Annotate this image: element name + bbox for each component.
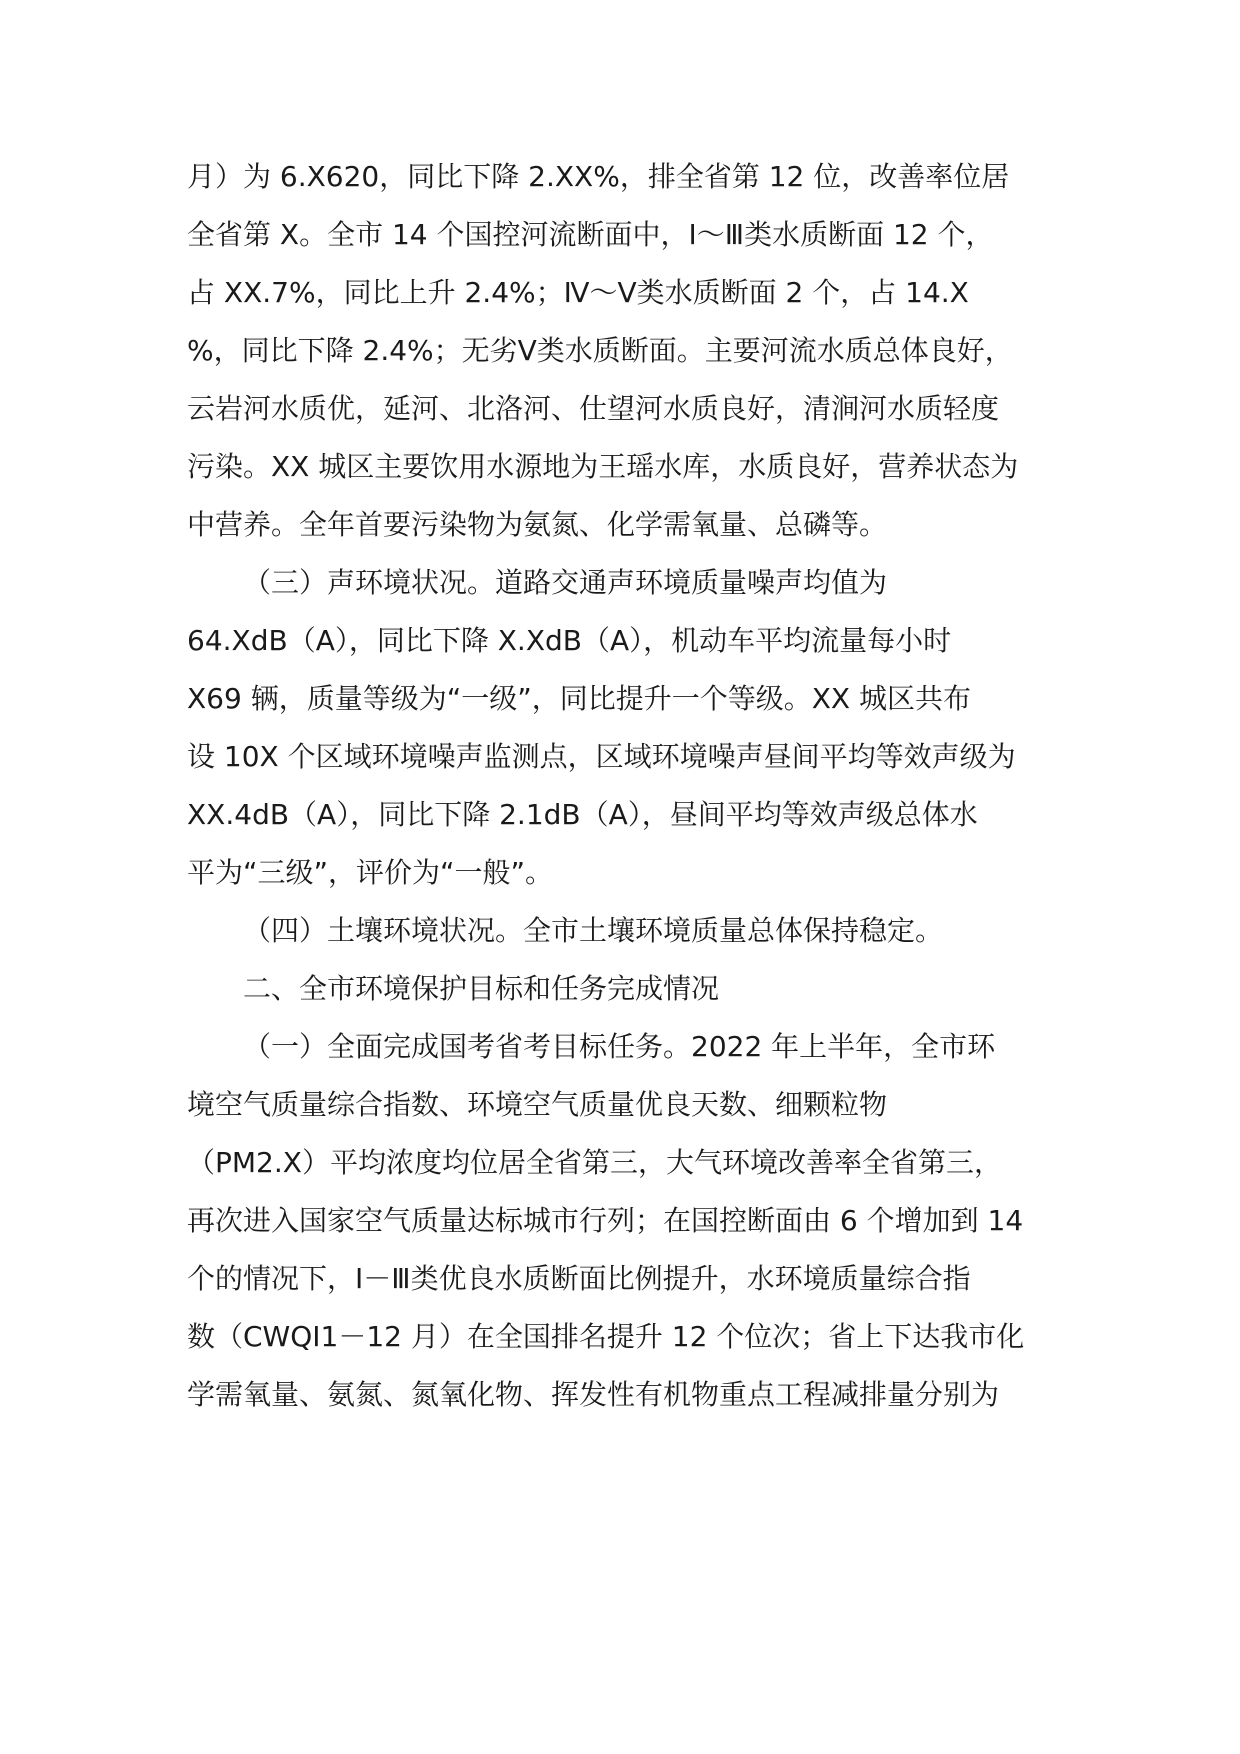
section-paragraph-start: （一）全面完成国考省考目标任务。2022 年上半年，全市环 — [243, 1030, 996, 1063]
text-line: X69 辆，质量等级为“一级”，同比提升一个等级。XX 城区共布 — [187, 682, 971, 715]
text-line: 个的情况下，Ⅰ－Ⅲ类优良水质断面比例提升，水环境质量综合指 — [187, 1262, 971, 1295]
text-line: 学需氧量、氨氮、氮氧化物、挥发性有机物重点工程减排量分别为 — [187, 1378, 1000, 1411]
text-line: （PM2.X）平均浓度均位居全省第三，大气环境改善率全省第三， — [187, 1146, 1002, 1179]
text-line: 境空气质量综合指数、环境空气质量优良天数、细颗粒物 — [187, 1088, 888, 1121]
text-line: 全省第 X。全市 14 个国控河流断面中，Ⅰ～Ⅲ类水质断面 12 个， — [187, 218, 994, 251]
section-heading: 二、全市环境保护目标和任务完成情况 — [243, 972, 720, 1005]
text-line: XX.4dB（A），同比下降 2.1dB（A），昼间平均等效声级总体水 — [187, 798, 978, 831]
text-line: 污染。XX 城区主要饮用水源地为王瑶水库，水质良好，营养状态为 — [187, 450, 1019, 483]
text-line: 云岩河水质优，延河、北洛河、仕望河水质良好，清涧河水质轻度 — [187, 392, 1000, 425]
section-paragraph-start: （三）声环境状况。道路交通声环境质量噪声均值为 — [243, 566, 888, 599]
text-line: 数（CWQI1－12 月）在全国排名提升 12 个位次；省上下达我市化 — [187, 1320, 1025, 1353]
text-line: 月）为 6.X620，同比下降 2.XX%，排全省第 12 位，改善率位居 — [187, 160, 1010, 193]
section-paragraph-start: （四）土壤环境状况。全市土壤环境质量总体保持稳定。 — [243, 914, 944, 947]
text-line: 设 10X 个区域环境噪声监测点，区域环境噪声昼间平均等效声级为 — [187, 740, 1016, 773]
text-line: 中营养。全年首要污染物为氨氮、化学需氧量、总磷等。 — [187, 508, 888, 541]
text-line: 占 XX.7%，同比上升 2.4%；Ⅳ～Ⅴ类水质断面 2 个，占 14.X — [187, 276, 969, 309]
text-line: 平为“三级”，评价为“一般”。 — [187, 856, 554, 889]
text-line: 再次进入国家空气质量达标城市行列；在国控断面由 6 个增加到 14 — [187, 1204, 1024, 1237]
text-line: %，同比下降 2.4%；无劣Ⅴ类水质断面。主要河流水质总体良好， — [187, 334, 1013, 367]
text-line: 64.XdB（A），同比下降 X.XdB（A），机动车平均流量每小时 — [187, 624, 952, 657]
